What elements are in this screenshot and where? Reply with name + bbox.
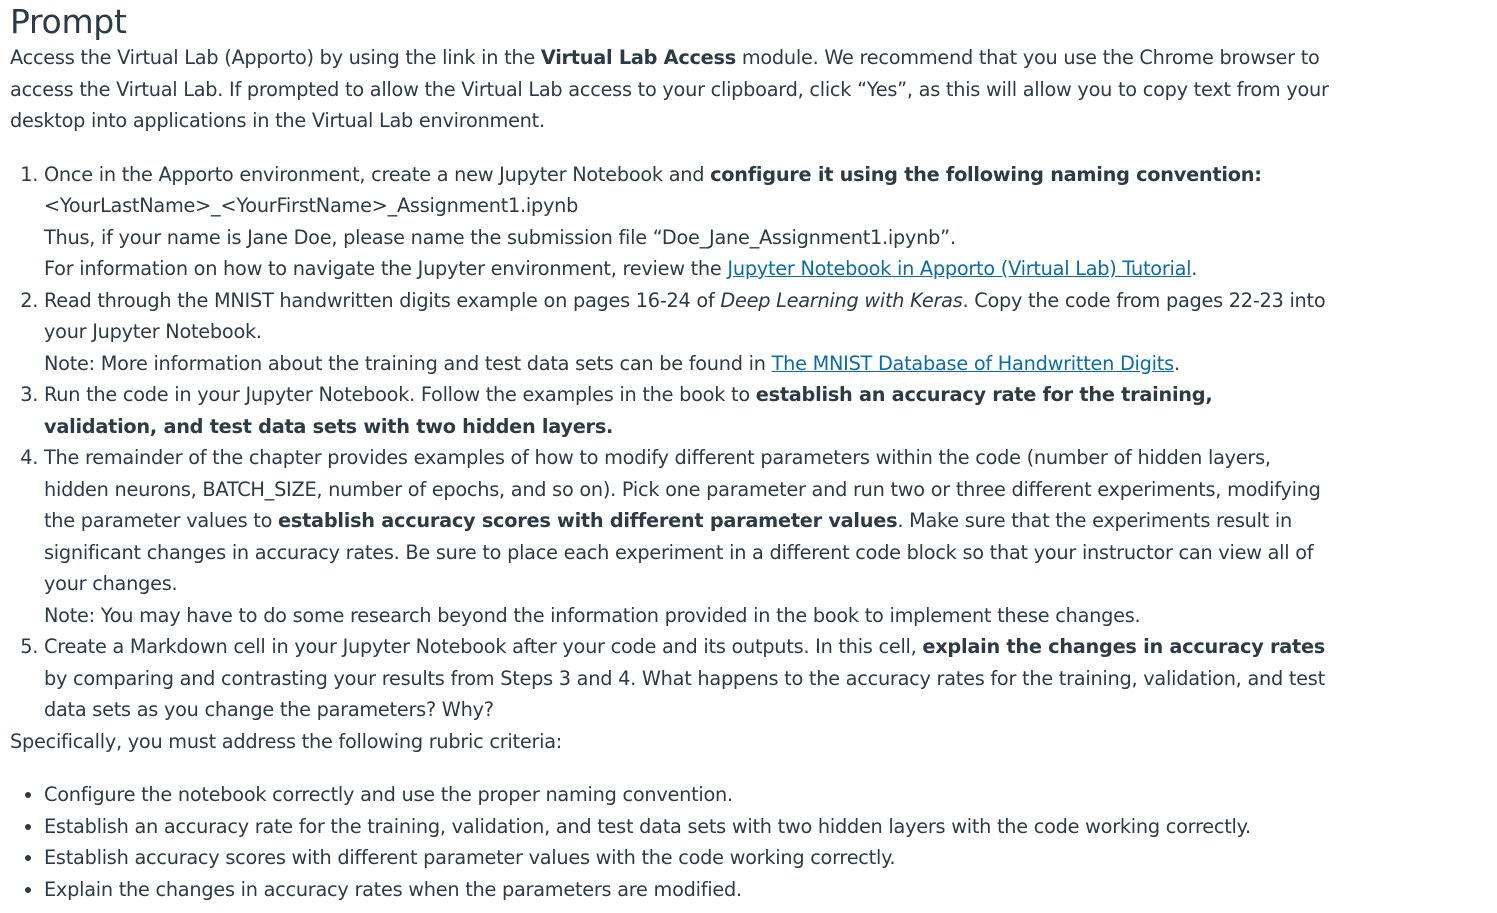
step-3-bold: establish an accuracy rate for the training, validation, and test data sets with two hidden layers. <box>44 383 1213 438</box>
intro-paragraph <box>10 42 1330 137</box>
rubric-list <box>10 779 1330 905</box>
step-2-text: Read through the MNIST handwritten digits example on pages 16-24 of <box>44 288 721 312</box>
mnist-database-link[interactable]: The MNIST Database of Handwritten Digits <box>771 351 1174 375</box>
naming-example: Thus, if your name is Jane Doe, please name the submission file “Doe_Jane_Assignment1.ipynb”. <box>44 225 956 249</box>
rubric-item: • Establish accuracy scores with different parameter values with the code working correctly. <box>44 842 1330 874</box>
step-4-bold: establish accuracy scores with different parameter values <box>278 509 898 532</box>
step-3 <box>44 379 1330 442</box>
step-4 <box>44 442 1330 631</box>
step-1-text: Once in the Apporto environment, create a new Jupyter Notebook and <box>44 162 711 186</box>
step-5-text: Create a Markdown cell in your Jupyter Notebook after your code and its outputs. In this cell, <box>44 635 923 658</box>
step-2 <box>44 285 1330 380</box>
intro-text-2: module. We recommend that you use the Chrome browser to access the Virtual Lab. If prompted to allow the Virtual Lab access to your clipboard, click “Yes”, as this will allow you to copy text from your desktop into applications in the Virtual Lab environment. <box>10 46 1329 132</box>
rubric-item: • Configure the notebook correctly and use the proper naming convention. <box>44 779 1330 811</box>
page-title: Prompt <box>10 2 127 41</box>
intro-text-1: Access the Virtual Lab (Apporto) by using the link in the <box>10 46 541 69</box>
step-4-text: The remainder of the chapter provides examples of how to modify different parameters within the code (number of hidden layers, hidden neurons, BATCH_SIZE, number of epochs, and so on). Pick one parameter and run two or three different experiments, modifying the parameter values to <box>44 446 1321 532</box>
virtual-lab-access-module: Virtual Lab Access <box>540 46 736 69</box>
step-3-text: Run the code in your Jupyter Notebook. Follow the examples in the book to <box>44 383 756 406</box>
step-2-period: . <box>1173 351 1180 375</box>
step-2-text-2: . Copy the code from pages 22-23 into your Jupyter Notebook. <box>44 288 1326 343</box>
step-1-info-text: For information on how to navigate the Jupyter environment, review the <box>44 257 728 280</box>
step-4-note: Note: You may have to do some research beyond the information provided in the book to implement these changes. <box>44 603 1141 627</box>
step-2-note: Note: More information about the training and test data sets can be found in <box>44 351 772 375</box>
step-4-text-2: . Make sure that the experiments result in significant changes in accuracy rates. Be sure to place each experiment in a different code block so that your instructor can view all of your changes. <box>44 509 1314 595</box>
step-5-text-2: by comparing and contrasting your results from Steps 3 and 4. What happens to the accuracy rates for the training, validation, and test data sets as you change the parameters? Why? <box>44 666 1325 721</box>
step-1-bold: configure it using the following naming convention: <box>710 162 1262 186</box>
step-1-period: . <box>1191 257 1198 280</box>
rubric-item: • Explain the changes in accuracy rates when the parameters are modified. <box>44 874 1330 906</box>
book-title: Deep Learning with Keras <box>720 288 963 312</box>
rubric-intro: Specifically, you must address the following rubric criteria: <box>10 729 563 753</box>
step-1 <box>44 159 1330 285</box>
naming-convention: <YourLastName>_<YourFirstName>_Assignment1.ipynb <box>44 194 579 217</box>
jupyter-tutorial-link[interactable]: Jupyter Notebook in Apporto (Virtual Lab) Tutorial <box>727 257 1192 280</box>
steps-list <box>10 159 1330 726</box>
step-5-bold: explain the changes in accuracy rates <box>922 635 1326 658</box>
step-5 <box>44 631 1330 726</box>
rubric-item: • Establish an accuracy rate for the training, validation, and test data sets with two hidden layers with the code working correctly. <box>44 811 1330 843</box>
